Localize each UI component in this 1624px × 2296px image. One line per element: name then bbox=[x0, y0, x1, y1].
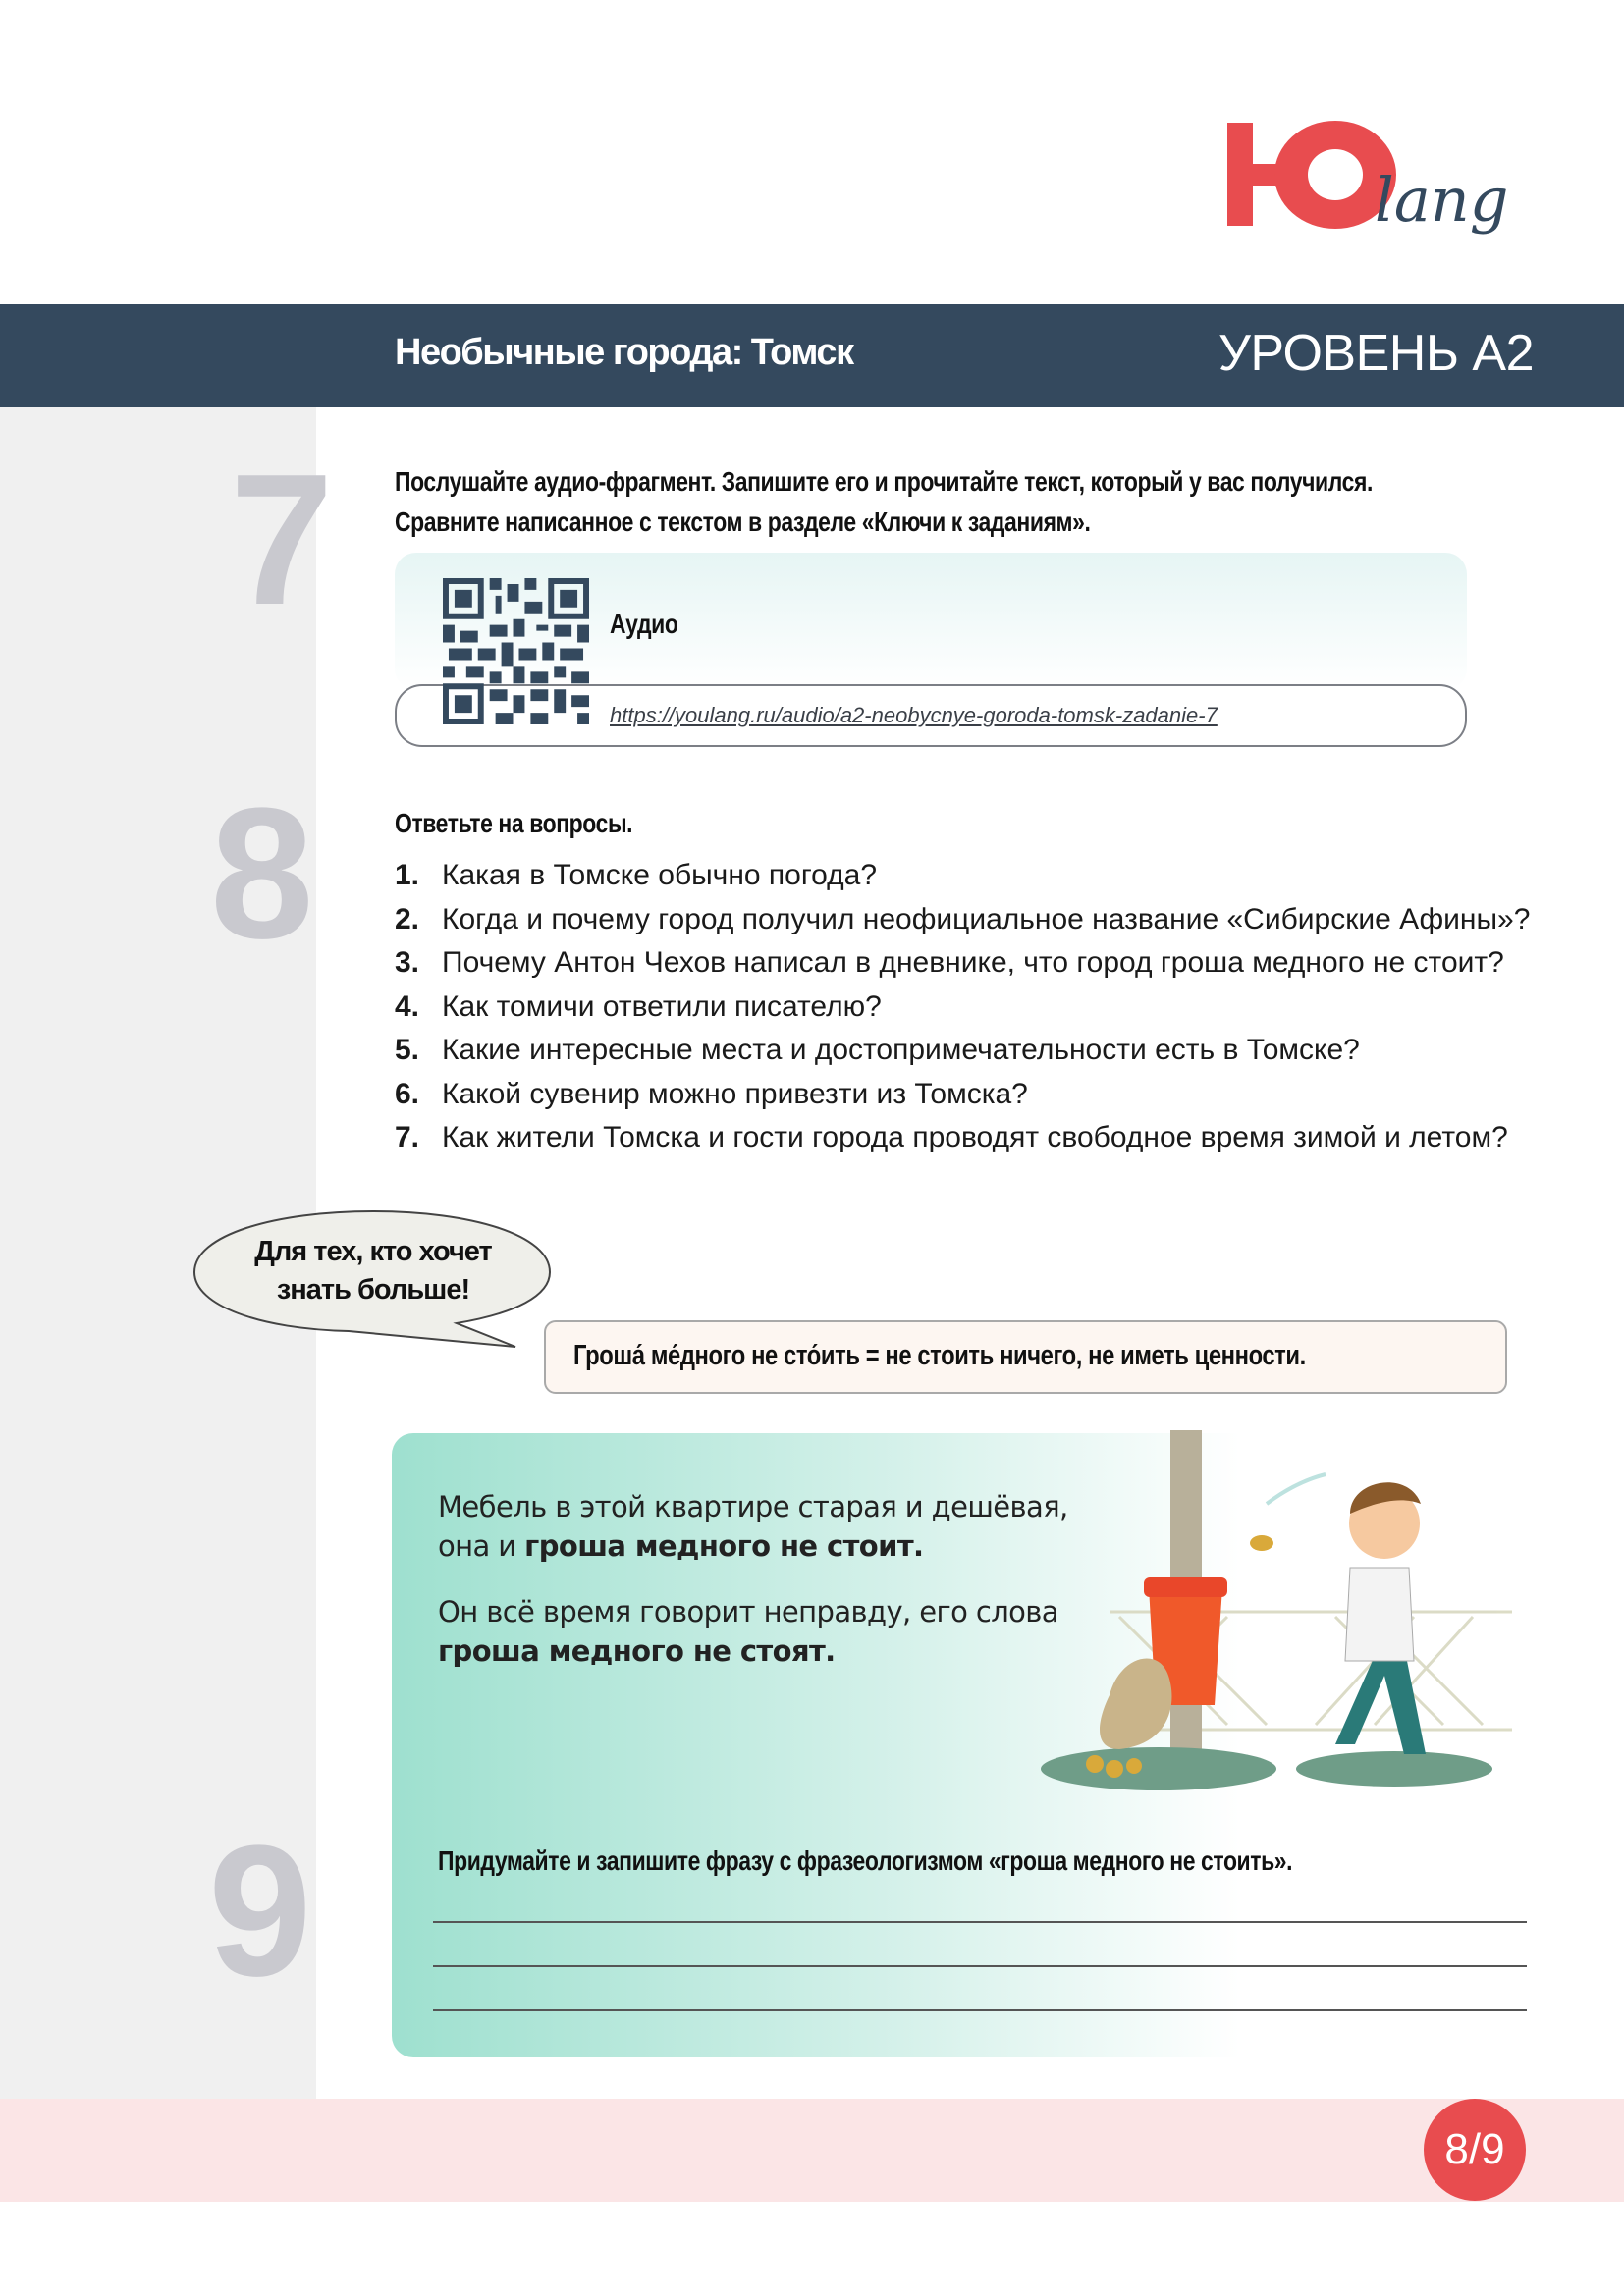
question-item bbox=[395, 858, 877, 893]
question-item bbox=[395, 902, 1530, 937]
answer-line-1[interactable] bbox=[433, 1921, 1527, 1923]
example-1-line-2 bbox=[438, 1526, 923, 1566]
question-text: Какие интересные места и достопримечательности есть в Томске? bbox=[442, 1034, 1360, 1066]
example-2-line-2 bbox=[438, 1631, 836, 1671]
definition-text: Гроша́ ме́дного не сто́ить = не стоить ничего, не иметь ценности. bbox=[573, 1340, 1306, 1371]
question-item bbox=[395, 1120, 1508, 1155]
audio-link[interactable]: https://youlang.ru/audio/a2-neobycnye-goroda-tomsk-zadanie-7 bbox=[610, 703, 1218, 727]
answer-line-3[interactable] bbox=[433, 2009, 1527, 2011]
question-number: 2. bbox=[395, 902, 420, 935]
example-2-bold: гроша медного не стоят. bbox=[438, 1634, 836, 1668]
task-number-9: 9 bbox=[208, 1807, 312, 2015]
task-number-8: 8 bbox=[210, 770, 314, 978]
example-1-plain: она и bbox=[438, 1529, 525, 1563]
question-text: Как томичи ответили писателю? bbox=[442, 989, 882, 1023]
lesson-title: Необычные города: Томск bbox=[395, 332, 853, 373]
task9-instruction: Придумайте и запишите фразу с фразеологизмом «гроша медного не стоить». bbox=[438, 1845, 1293, 1876]
question-number: 7. bbox=[395, 1121, 420, 1153]
task7-instruction-1: Послушайте аудио-фрагмент. Запишите его и прочитайте текст, который у вас получился. bbox=[395, 466, 1373, 497]
question-item bbox=[395, 1033, 1360, 1068]
page-number: 8/9 bbox=[1424, 2099, 1526, 2201]
question-text: Какой сувенир можно привезти из Томска? bbox=[442, 1077, 1028, 1110]
example-1-line-1: Мебель в этой квартире старая и дешёвая, bbox=[438, 1490, 1068, 1523]
task-number-7: 7 bbox=[230, 436, 334, 644]
question-item bbox=[395, 945, 1504, 981]
answer-line-2[interactable] bbox=[433, 1965, 1527, 1967]
question-text: Когда и почему город получил неофициальное название «Сибирские Афины»? bbox=[442, 902, 1531, 935]
question-text: Почему Антон Чехов написал в дневнике, что город гроша медного не стоит? bbox=[442, 946, 1504, 979]
footer-bar bbox=[0, 2099, 1624, 2202]
question-number: 5. bbox=[395, 1034, 420, 1066]
task7-instruction-2: Сравните написанное с текстом в разделе «Ключи к заданиям». bbox=[395, 507, 1091, 537]
example-2-line-1: Он всё время говорит неправду, его слова bbox=[438, 1595, 1058, 1629]
question-text: Как жители Томска и гости города проводят свободное время зимой и летом? bbox=[442, 1121, 1508, 1153]
question-number: 6. bbox=[395, 1077, 420, 1110]
illustration-man-and-trash-bin bbox=[1001, 1430, 1512, 1793]
svg-text:lang: lang bbox=[1375, 164, 1509, 236]
task8-heading: Ответьте на вопросы. bbox=[395, 808, 633, 838]
bubble-line-2: знать больше! bbox=[276, 1274, 470, 1306]
audio-label: Аудио bbox=[610, 609, 678, 639]
question-item bbox=[395, 1077, 1028, 1112]
example-1-bold: гроша медного не стоит. bbox=[524, 1529, 924, 1563]
question-item bbox=[395, 989, 882, 1025]
bubble-text bbox=[206, 1233, 540, 1309]
question-number: 1. bbox=[395, 859, 420, 891]
bubble-line-1: Для тех, кто хочет bbox=[254, 1236, 492, 1267]
qr-code-icon bbox=[443, 578, 589, 724]
youlang-logo bbox=[1227, 113, 1532, 245]
question-text: Какая в Томске обычно погода? bbox=[442, 859, 878, 891]
level-label: УРОВЕНЬ А2 bbox=[1218, 325, 1534, 382]
question-number: 3. bbox=[395, 946, 420, 979]
question-number: 4. bbox=[395, 989, 420, 1023]
